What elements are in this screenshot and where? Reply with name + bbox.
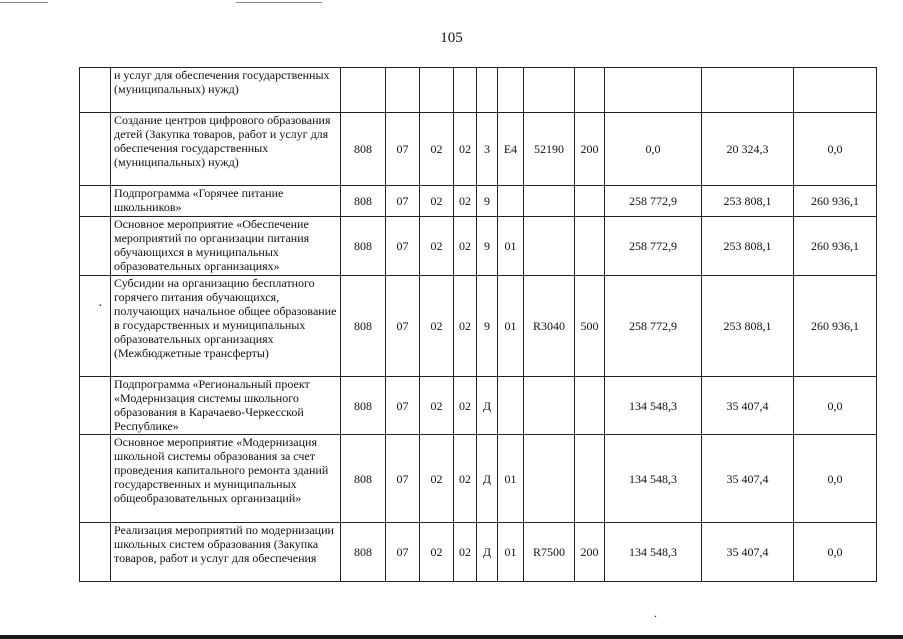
amount-cell-v1: 0,0 [605, 113, 702, 186]
amount-cell-v1: 134 548,3 [605, 523, 702, 582]
code-cell-c2: 07 [386, 435, 420, 523]
top-rule-left [0, 2, 48, 3]
amount-cell-v2: 20 324,3 [702, 113, 794, 186]
amount-cell-v3: 260 936,1 [794, 186, 877, 217]
table-row [80, 523, 877, 582]
code-cell-c1: 808 [341, 377, 386, 435]
row-name-cell: Подпрограмма «Региональный проект «Модернизация системы школьного образования в Карачаево-Черкесской Республике» [111, 377, 341, 435]
amount-cell-v2: 253 808,1 [702, 217, 794, 276]
code-cell-c5: 9 [477, 217, 498, 276]
budget-table [79, 67, 877, 582]
code-cell-c4: 02 [454, 276, 477, 377]
code-cell-c8: 500 [575, 276, 605, 377]
table-row [80, 217, 877, 276]
code-cell-c3: 02 [420, 217, 454, 276]
scan-dot: . [654, 606, 657, 620]
code-cell-c3: 02 [420, 276, 454, 377]
code-cell-c7 [524, 377, 575, 435]
code-cell-c7 [524, 435, 575, 523]
code-cell-c5: Д [477, 377, 498, 435]
code-cell-c3: 02 [420, 113, 454, 186]
row-number-cell [80, 523, 111, 582]
scan-tick-mark: · [98, 299, 103, 314]
amount-cell-v3: 0,0 [794, 435, 877, 523]
row-name-cell: Основное мероприятие «Модернизация школьной системы образования за счет проведения капитального ремонта зданий государственных и муниципальных общеобразовательных организаций» [111, 435, 341, 523]
amount-cell-v2: 253 808,1 [702, 276, 794, 377]
row-name-cell: Подпрограмма «Горячее питание школьников» [111, 186, 341, 217]
row-number-cell [80, 113, 111, 186]
code-cell-c5: Д [477, 523, 498, 582]
code-cell-c6 [498, 377, 524, 435]
row-number-cell [80, 435, 111, 523]
code-cell-c4: 02 [454, 435, 477, 523]
code-cell-c6: 01 [498, 276, 524, 377]
code-cell-c3 [420, 68, 454, 113]
code-cell-c7 [524, 68, 575, 113]
table-row [80, 113, 877, 186]
code-cell-c3: 02 [420, 523, 454, 582]
code-cell-c6 [498, 186, 524, 217]
code-cell-c7: 52190 [524, 113, 575, 186]
table-row [80, 377, 877, 435]
amount-cell-v3: 0,0 [794, 377, 877, 435]
code-cell-c1 [341, 68, 386, 113]
page-number: 105 [440, 30, 463, 46]
code-cell-c8 [575, 435, 605, 523]
code-cell-c2 [386, 68, 420, 113]
code-cell-c4: 02 [454, 186, 477, 217]
amount-cell-v3 [794, 68, 877, 113]
code-cell-c6: 01 [498, 435, 524, 523]
code-cell-c7: R7500 [524, 523, 575, 582]
code-cell-c2: 07 [386, 217, 420, 276]
amount-cell-v1: 258 772,9 [605, 276, 702, 377]
code-cell-c8 [575, 68, 605, 113]
code-cell-c4: 02 [454, 523, 477, 582]
amount-cell-v1: 258 772,9 [605, 186, 702, 217]
code-cell-c1: 808 [341, 435, 386, 523]
code-cell-c7 [524, 186, 575, 217]
amount-cell-v3: 0,0 [794, 523, 877, 582]
amount-cell-v3: 260 936,1 [794, 276, 877, 377]
code-cell-c1: 808 [341, 113, 386, 186]
row-name-cell: Субсидии на организацию бесплатного горячего питания обучающихся, получающих начальное общее образование в государственных и муниципальных образовательных организациях (Межбюджетные трансферты) [111, 276, 341, 377]
code-cell-c7: R3040 [524, 276, 575, 377]
row-number-cell [80, 276, 111, 377]
table-row [80, 435, 877, 523]
amount-cell-v1: 134 548,3 [605, 435, 702, 523]
code-cell-c8 [575, 186, 605, 217]
code-cell-c6 [498, 68, 524, 113]
row-name-cell: Основное мероприятие «Обеспечение мероприятий по организации питания обучающихся в муниципальных образовательных организациях» [111, 217, 341, 276]
table-row [80, 68, 877, 113]
code-cell-c3: 02 [420, 186, 454, 217]
code-cell-c2: 07 [386, 276, 420, 377]
amount-cell-v2: 35 407,4 [702, 523, 794, 582]
row-number-cell [80, 68, 111, 113]
code-cell-c4: 02 [454, 377, 477, 435]
code-cell-c7 [524, 217, 575, 276]
row-name-cell: Реализация мероприятий по модернизации школьных систем образования (Закупка товаров, работ и услуг для обеспечения [111, 523, 341, 582]
amount-cell-v1 [605, 68, 702, 113]
row-name-cell: Создание центров цифрового образования детей (Закупка товаров, работ и услуг для обеспечения государственных (муниципальных) нужд) [111, 113, 341, 186]
amount-cell-v2: 35 407,4 [702, 435, 794, 523]
top-rule-right [236, 2, 322, 3]
code-cell-c2: 07 [386, 377, 420, 435]
code-cell-c5: Д [477, 435, 498, 523]
amount-cell-v2 [702, 68, 794, 113]
code-cell-c6: Е4 [498, 113, 524, 186]
code-cell-c4: 02 [454, 113, 477, 186]
code-cell-c8: 200 [575, 523, 605, 582]
row-number-cell [80, 217, 111, 276]
code-cell-c1: 808 [341, 217, 386, 276]
amount-cell-v2: 253 808,1 [702, 186, 794, 217]
amount-cell-v3: 0,0 [794, 113, 877, 186]
code-cell-c6: 01 [498, 217, 524, 276]
row-name-cell: и услуг для обеспечения государственных (муниципальных) нужд) [111, 68, 341, 113]
code-cell-c1: 808 [341, 276, 386, 377]
code-cell-c8: 200 [575, 113, 605, 186]
code-cell-c5: 3 [477, 113, 498, 186]
row-number-cell [80, 377, 111, 435]
code-cell-c4: 02 [454, 217, 477, 276]
code-cell-c5: 9 [477, 186, 498, 217]
code-cell-c2: 07 [386, 186, 420, 217]
code-cell-c3: 02 [420, 377, 454, 435]
code-cell-c8 [575, 377, 605, 435]
code-cell-c5 [477, 68, 498, 113]
code-cell-c6: 01 [498, 523, 524, 582]
code-cell-c4 [454, 68, 477, 113]
code-cell-c2: 07 [386, 523, 420, 582]
code-cell-c1: 808 [341, 186, 386, 217]
amount-cell-v1: 258 772,9 [605, 217, 702, 276]
code-cell-c3: 02 [420, 435, 454, 523]
code-cell-c5: 9 [477, 276, 498, 377]
code-cell-c8 [575, 217, 605, 276]
amount-cell-v2: 35 407,4 [702, 377, 794, 435]
code-cell-c2: 07 [386, 113, 420, 186]
table-row [80, 186, 877, 217]
table-row [80, 276, 877, 377]
code-cell-c1: 808 [341, 523, 386, 582]
row-number-cell [80, 186, 111, 217]
amount-cell-v1: 134 548,3 [605, 377, 702, 435]
amount-cell-v3: 260 936,1 [794, 217, 877, 276]
bottom-rule [0, 635, 903, 639]
